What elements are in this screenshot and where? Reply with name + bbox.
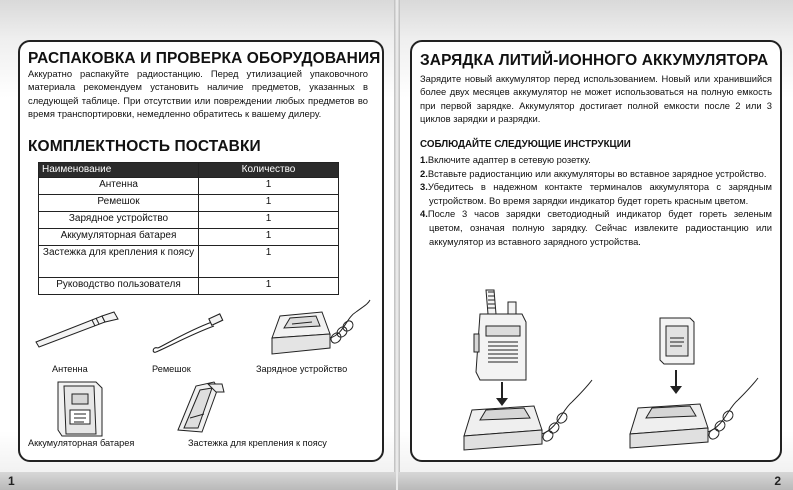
header-qty: Количество [199,163,339,178]
list-item [420,207,772,248]
row-name: Застежка для крепления к поясу [39,246,199,278]
antenna-illustration [32,310,122,350]
table-row [39,246,339,278]
step-text: Вставьте радиостанцию или аккумуляторы во вставное зарядное устройство. [427,167,767,179]
list-item [420,153,772,167]
caption-clip: Застежка для крепления к поясу [188,438,327,448]
row-name: Ремешок [39,195,199,212]
charging-intro: Зарядите новый аккумулятор перед использованием. Новый или хранившийся более двух месяцев аккумулятор не может использоваться на полную емкость при первой зарядке. Аккумулятор достигает полной емкости после 2 или 3 циклов зарядки и разрядки. [420,73,772,125]
instructions-list [420,153,772,248]
row-qty: 1 [199,212,339,229]
page-number-left: 1 [8,474,15,488]
row-name: Руководство пользователя [39,278,199,295]
row-qty: 1 [199,178,339,195]
step-number: 1. [420,154,428,165]
battery-in-charger-illustration [612,314,762,454]
page-number-right: 2 [774,474,781,488]
battery-illustration [52,378,114,440]
step-number: 3. [420,181,428,193]
row-qty: 1 [199,246,339,278]
row-qty: 1 [199,195,339,212]
row-qty: 1 [199,278,339,295]
supply-table [38,162,339,295]
unpack-title: РАСПАКОВКА И ПРОВЕРКА ОБОРУДОВАНИЯ [28,50,381,67]
right-footer-bar [398,472,793,490]
step-number: 2. [420,167,428,179]
header-name: Наименование [39,163,199,178]
supply-title: КОМПЛЕКТНОСТЬ ПОСТАВКИ [28,138,261,155]
table-row [39,195,339,212]
step-text: Включите адаптер в сетевую розетку. [427,154,591,165]
row-name: Аккумуляторная батарея [39,229,199,246]
strap-illustration [150,312,230,357]
step-number: 4. [420,208,428,220]
unpack-text: Аккуратно распакуйте радиостанцию. Перед утилизацией упаковочного материала рекомендуем установить наличие предметов, указанных в следующей таблице. При отсутствии или повреждении любых предметов во время транспортировки, немедленно обратитесь к вашему дилеру. [28,68,368,120]
table-header-row [39,163,339,178]
table-row [39,278,339,295]
caption-strap: Ремешок [152,364,191,374]
table-row [39,178,339,195]
radio-in-charger-illustration [450,284,600,454]
list-item [420,180,772,207]
left-footer-bar [0,472,396,490]
table-row [39,212,339,229]
book-spine [394,0,400,490]
right-content-box [410,40,782,462]
row-name: Зарядное устройство [39,212,199,229]
instructions-title: СОБЛЮДАЙТЕ СЛЕДУЮЩИЕ ИНСТРУКЦИИ [420,139,631,150]
table-row [39,229,339,246]
charging-title: ЗАРЯДКА ЛИТИЙ-ИОННОГО АККУМУЛЯТОРА [420,52,769,69]
row-qty: 1 [199,229,339,246]
step-text: Убедитесь в надежном контакте терминалов аккумулятора с зарядным устройством. Во время зарядки индикатор будет гореть красным цветом. [427,181,772,206]
caption-battery: Аккумуляторная батарея [28,438,135,448]
left-content-box [18,40,384,462]
step-text: После 3 часов зарядки светодиодный индикатор будет гореть зеленым цветом, означая полную зарядку. Сейчас извлеките радиостанцию или аккумулятор из вставного зарядного устройства. [427,208,772,247]
caption-antenna: Антенна [52,364,88,374]
belt-clip-illustration [170,378,232,438]
caption-charger: Зарядное устройство [256,364,348,374]
charger-illustration [264,298,374,364]
list-item [420,167,772,181]
row-name: Антенна [39,178,199,195]
